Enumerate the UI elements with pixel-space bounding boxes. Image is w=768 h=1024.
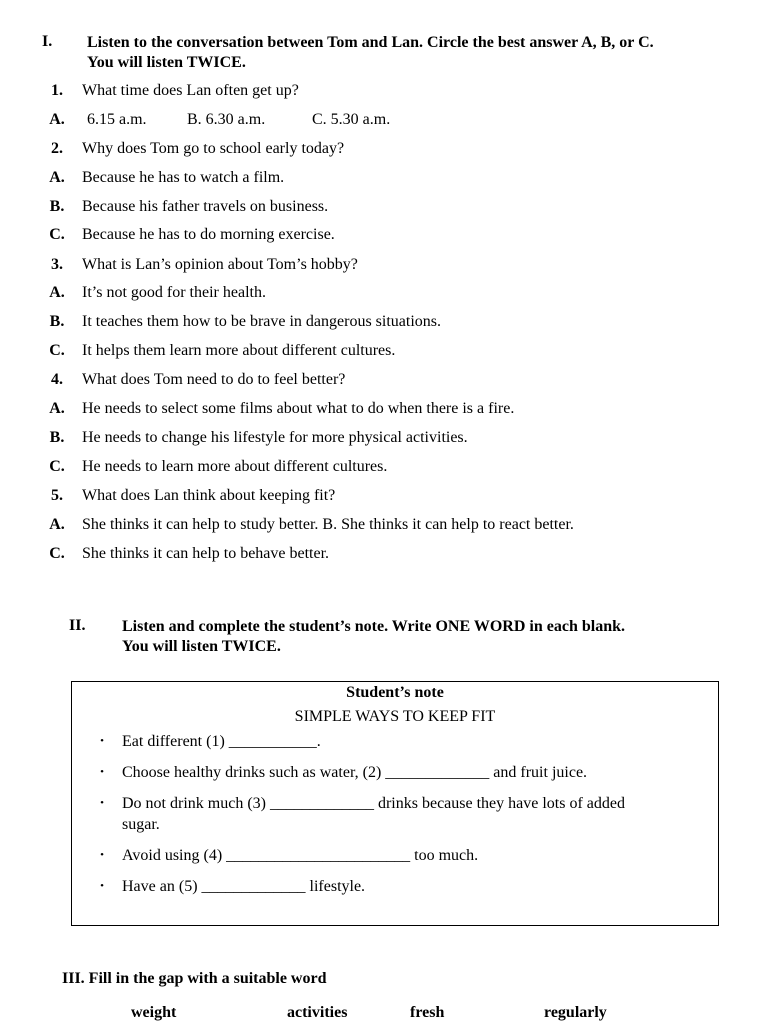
option-text: He needs to change his lifestyle for more physical activities. bbox=[82, 429, 468, 446]
question-1-text: What time does Lan often get up? bbox=[82, 82, 299, 99]
option-text: It helps them learn more about different cultures. bbox=[82, 342, 396, 359]
option-label: A. bbox=[49, 284, 65, 301]
option-text: He needs to select some films about what to do when there is a fire. bbox=[82, 400, 515, 417]
question-3-text: What is Lan’s opinion about Tom’s hobby? bbox=[82, 256, 358, 273]
option-label: A. bbox=[49, 400, 65, 417]
section-1-title-line-1: Listen to the conversation between Tom and Lan. Circle the best answer A, B, or C. bbox=[87, 34, 654, 51]
section-1-title-line-2: You will listen TWICE. bbox=[87, 54, 246, 71]
question-2-number: 2. bbox=[51, 140, 63, 157]
option-label: C. bbox=[49, 458, 65, 475]
question-1-number: 1. bbox=[51, 82, 63, 99]
question-2-text: Why does Tom go to school early today? bbox=[82, 140, 345, 157]
option-label: C. bbox=[49, 342, 65, 359]
option-label: A. bbox=[49, 516, 65, 533]
note-subheading: SIMPLE WAYS TO KEEP FIT bbox=[294, 708, 496, 725]
word-bank-regularly: regularly bbox=[544, 1004, 607, 1021]
option-text: It’s not good for their health. bbox=[82, 284, 266, 301]
section-2-title-line-2: You will listen TWICE. bbox=[122, 638, 281, 655]
question-5-number: 5. bbox=[51, 487, 63, 504]
question-5-text: What does Lan think about keeping fit? bbox=[82, 487, 336, 504]
word-bank-fresh: fresh bbox=[410, 1004, 445, 1021]
note-item-3-line-2: sugar. bbox=[122, 816, 160, 833]
student-note-box bbox=[71, 681, 719, 926]
question-4-text: What does Tom need to do to feel better? bbox=[82, 371, 346, 388]
bullet-icon: • bbox=[100, 880, 104, 892]
question-1-option-c[interactable]: C. 5.30 a.m. bbox=[312, 111, 391, 128]
option-text: It teaches them how to be brave in dangerous situations. bbox=[82, 313, 442, 330]
bullet-icon: • bbox=[100, 766, 104, 778]
section-1-number: I. bbox=[42, 33, 53, 50]
option-label: C. bbox=[49, 226, 65, 243]
option-label: B. bbox=[49, 429, 65, 446]
note-item-1[interactable]: Eat different (1) ___________. bbox=[122, 733, 321, 750]
bullet-icon: • bbox=[100, 797, 104, 809]
option-text: She thinks it can help to behave better. bbox=[82, 545, 330, 562]
question-4-number: 4. bbox=[51, 371, 63, 388]
section-3-title: III. Fill in the gap with a suitable word bbox=[62, 970, 327, 987]
option-label: C. bbox=[49, 545, 65, 562]
note-item-5[interactable]: Have an (5) _____________ lifestyle. bbox=[122, 878, 366, 895]
question-1-option-b[interactable]: B. 6.30 a.m. bbox=[187, 111, 266, 128]
option-label: A. bbox=[49, 169, 65, 186]
section-2-number: II. bbox=[69, 617, 86, 634]
word-bank-weight: weight bbox=[131, 1004, 177, 1021]
option-text: Because he has to watch a film. bbox=[82, 169, 285, 186]
question-3-number: 3. bbox=[51, 256, 63, 273]
option-text: Because his father travels on business. bbox=[82, 198, 329, 215]
note-item-4[interactable]: Avoid using (4) _______________________ too much. bbox=[122, 847, 479, 864]
section-2-title-line-1: Listen and complete the student’s note. Write ONE WORD in each blank. bbox=[122, 618, 625, 635]
note-heading: Student’s note bbox=[346, 684, 444, 701]
note-item-3-line-1[interactable]: Do not drink much (3) _____________ drinks because they have lots of added bbox=[122, 795, 626, 812]
question-1-option-a-label: A. bbox=[49, 111, 65, 128]
bullet-icon: • bbox=[100, 735, 104, 747]
note-item-2[interactable]: Choose healthy drinks such as water, (2) _____________ and fruit juice. bbox=[122, 764, 588, 781]
option-text: Because he has to do morning exercise. bbox=[82, 226, 335, 243]
option-label: B. bbox=[49, 313, 65, 330]
option-text: She thinks it can help to study better. B. She thinks it can help to react better. bbox=[82, 516, 574, 533]
bullet-icon: • bbox=[100, 849, 104, 861]
question-1-option-a[interactable]: 6.15 a.m. bbox=[87, 111, 147, 128]
option-label: B. bbox=[49, 198, 65, 215]
word-bank-activities: activities bbox=[287, 1004, 348, 1021]
option-text: He needs to learn more about different cultures. bbox=[82, 458, 388, 475]
